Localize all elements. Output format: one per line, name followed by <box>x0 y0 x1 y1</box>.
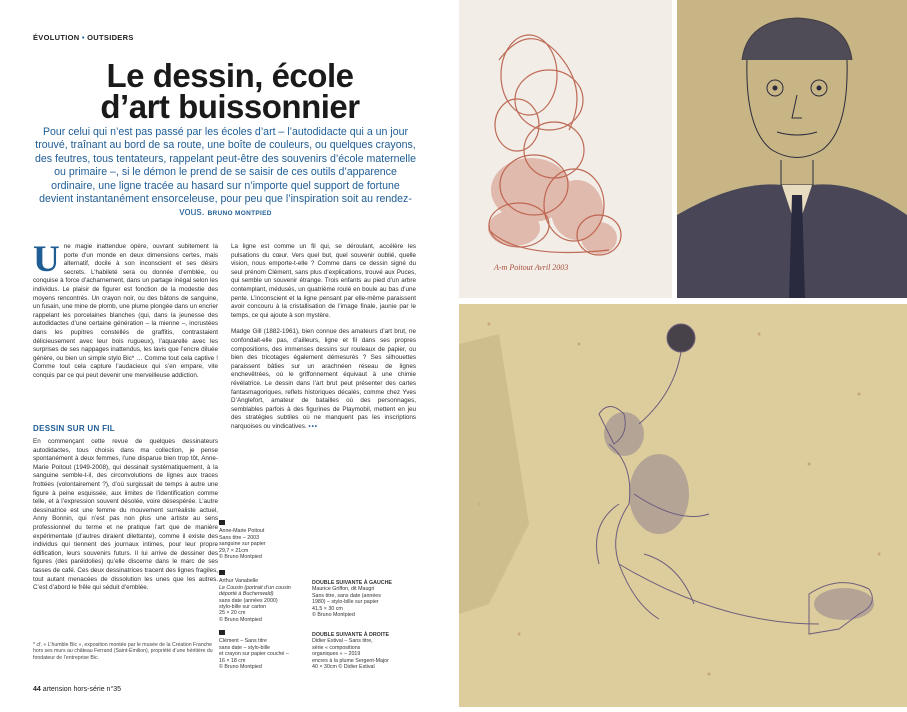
rubric-separator: • <box>81 33 85 42</box>
caption-line: Sans titre – 2003 <box>219 534 260 541</box>
caption-arrow-icon <box>219 570 225 575</box>
caption-line: Le Cousin (portrait d’un cousin <box>219 584 291 591</box>
body-column-1b <box>33 438 218 593</box>
body-paragraph-4: Madge Gill (1882-1961), bien connue des amateurs d’art brut, ne confondait-elle pas, d’ailleurs, ligne et fil dans ses propres compositions, des immenses dessins sur rouleaux de papier, ou bien des tricotages également démesurés ? Ses silhouettes paraissent bâties sur un arachnéen réseau de lignes enchevêtrées, où le griffonnement équivaut à une chimie révélatrice. Le dessin dans l’art brut peut présenter des cartes fantasmagoriques, reflets historiques décalés, comme chez Yves D’Anglefort, amateur de batailles où des personnages, semblables parfois à des figurines de Playmobil, mettent en jeu des stratégies subtiles où ne manquent pas les inscriptions narquoises ou vindicatives. <box>231 328 416 430</box>
body-paragraph-2: En commençant cette revue de quelques dessinateurs autodidactes, tous choisis dans ma collection, je pense spontanément à deux femmes, l’une disparue bien trop tôt, Anne-Marie Poitout (1949-2008), qui dessinait systématiquement, à la sanguine semble-t-il, des circonvolutions de lignes aux traces frottées (volontairement ?), d’où surgissait de temps à autre une figure à peine esquissée, aux limites de l’identification comme telle, et à l’expression souvent désolée, voire désespérée. L’autre dessinatrice est une femme du mouvement surréaliste actuel, Anny Bonnin, qui n’est pas non plus une artiste au sens professionnel du terme et ne pratique l’art que de manière expérimentale (d’autres diraient dilettante), comme il existe des individus qui tiennent des journaux intimes, pour leur propre édification, leurs souvenirs futurs. Il lui arrive de dessiner des figures (des paréidolies) qu’elle discerne dans le marc de ses tasses de café. Ces deux dessinatrices tracent des lignes fragiles, tout autant menacées de dissolution les unes que les autres. C’est d’abord le frêle qui séduit d’emblée. <box>33 438 218 592</box>
caption-line: Anne-Marie Poitout <box>219 528 265 535</box>
figures-drawing <box>459 304 907 707</box>
caption-line: Didier Estival – Sans titre, <box>312 638 373 645</box>
caption-4 <box>312 580 412 618</box>
caption-line: © Bruno Montpied <box>219 554 262 561</box>
body-column-2 <box>231 243 416 431</box>
section-heading: DESSIN SUR UN FIL <box>33 424 115 433</box>
caption-line: 41,5 × 30 cm <box>312 605 343 612</box>
caption-2 <box>219 570 314 623</box>
caption-line: © Bruno Montpied <box>219 664 262 671</box>
page-number: 44 <box>33 686 41 693</box>
standfirst <box>33 126 418 221</box>
caption-line: 40 × 30cm © Didier Estival <box>312 664 375 671</box>
byline: BRUNO MONTPIED <box>207 210 272 218</box>
continued-marker: ••• <box>308 422 318 430</box>
caption-line: Clément – Sans titre <box>219 638 267 645</box>
caption-3 <box>219 630 314 670</box>
caption-line: stylo-bille sur carton <box>219 604 267 611</box>
body-paragraph-3: La ligne est comme un fil qui, se déroulant, accélère les pulsations du cœur. Vers quel but, quel souvenir oublié, quelle vision, nous emporte-t-elle ? Comme dans ce dessin signé du seul prénom Clément, sans plus d’explications, trouvé aux Puces, qui semble un souvenir étrange. Trois enfants au pied d’un arbre contemplant, médusés, un quatrième roulé en boule au bas d’une pente. L’inconscient et la ligne pensant par elle-même paraissent avoir concouru à la cristallisation de l’image finale, jaunie par le temps, ce qui ajoute à son mystère. <box>231 243 416 319</box>
standfirst-text: Pour celui qui n’est pas passé par les écoles d’art – l’autodidacte qui a un jour trouvé, traînant au bord de sa route, une boîte de couleurs, ou quelques crayons, des feutres, tous tentateurs, rappelant peut-être des souvenirs d’école maternelle ou primaire –, si le démon le prend de se saisir de ces outils d’apparence ordinaire, une ligne tracée au hasard sur n’importe quel support de fortune devient instantanément ensorceleuse, pour peu que l’inspiration soit au rendez-vous. <box>34 126 416 219</box>
caption-line: DOUBLE SUIVANTE À GAUCHE <box>312 580 392 586</box>
caption-arrow-icon <box>219 520 225 525</box>
title-line-1: Le dessin, école <box>106 57 354 94</box>
caption-line: sans date (années 2000) <box>219 597 278 604</box>
body-column-1 <box>33 239 218 381</box>
drawing-signature: A-m Poitout Avril 2003 <box>494 263 569 272</box>
caption-line: © Bruno Montpied <box>312 612 355 619</box>
caption-line: 1980) – stylo-bille sur papier <box>312 599 379 606</box>
caption-line: Maurice Griffon, dit Maugri <box>312 586 375 593</box>
caption-line: série « compositions <box>312 644 361 651</box>
artwork-poitout <box>459 0 672 298</box>
caption-1 <box>219 520 309 560</box>
artwork-clement <box>459 304 907 707</box>
rubric <box>33 33 134 42</box>
caption-line: Sans titre, sans date (années <box>312 592 381 599</box>
rubric-a: ÉVOLUTION <box>33 33 80 42</box>
caption-line: organiques » – 2019 <box>312 651 361 658</box>
portrait-drawing <box>677 0 907 298</box>
caption-line: DOUBLE SUIVANTE À DROITE <box>312 632 390 638</box>
caption-line: © Bruno Montpied <box>219 616 262 623</box>
caption-line: 29,7 × 21cm <box>219 547 249 554</box>
folio <box>33 686 121 693</box>
sanguine-drawing <box>459 0 672 298</box>
left-page <box>0 0 452 707</box>
artwork-vanabelle <box>677 0 907 298</box>
caption-line: sans date – stylo-bille <box>219 644 270 651</box>
title-line-2: d’art buissonnier <box>100 88 360 125</box>
caption-line: sanguine sur papier <box>219 541 266 548</box>
footnote: * cf. « L’humble Bic », exposition montée par le musée de la Création Franche hors ses murs au château Ferrand (Saint-Émilion), propriété d’une héritière du fondateur de l’entreprise Bic. <box>33 642 213 661</box>
caption-line: encres à la plume Sergent-Major <box>312 657 389 664</box>
caption-arrow-icon <box>219 630 225 635</box>
caption-line: déporté à Buchenwald) <box>219 591 274 598</box>
caption-line: 25 × 20 cm <box>219 610 246 617</box>
rubric-b: OUTSIDERS <box>87 33 134 42</box>
caption-line: Arthur Vanabelle <box>219 578 259 585</box>
body-paragraph-1: ne magie inattendue opère, ouvrant subitement la porte d’un monde en deux dimensions certes, mais alternatif, docile à son inconscient et ses désirs secrets. L’habileté sera ou donnée d’emblée, ou conquise à force d’acharnement, dans un partage inégal selon les individus. Le plaisir de figurer est fonction de la modestie des moyens rencontrés. Un crayon noir, ou des bâtons de sanguine, un fusain, une mine de plomb, une plume plongée dans un encrier rappelant les porcelaines blanches (qui, dans la jeunesse des autodidactes d’une certaine génération – la mienne –, incrustées dans les pupitres constellés de graffitis, contrastaient délicieusement avec leur bois rugueux), l’aquarelle avec les surprises de ses nappages inattendus, les lavis que l’encre diluée génère, ou bien un simple stylo Bic* … Comme tout cela captive ! Comme tout cela capture l’audacieux qui s’en empare, vite conquis par ce qui peut devenir une merveilleuse addiction. <box>33 243 218 379</box>
caption-5 <box>312 632 412 670</box>
magazine-name: artension hors-série n°35 <box>42 686 122 693</box>
caption-line: 16 × 18 cm <box>219 657 246 664</box>
drop-cap: U <box>33 239 60 280</box>
article-title <box>30 57 430 125</box>
caption-line: et crayon sur papier couché – <box>219 651 289 658</box>
